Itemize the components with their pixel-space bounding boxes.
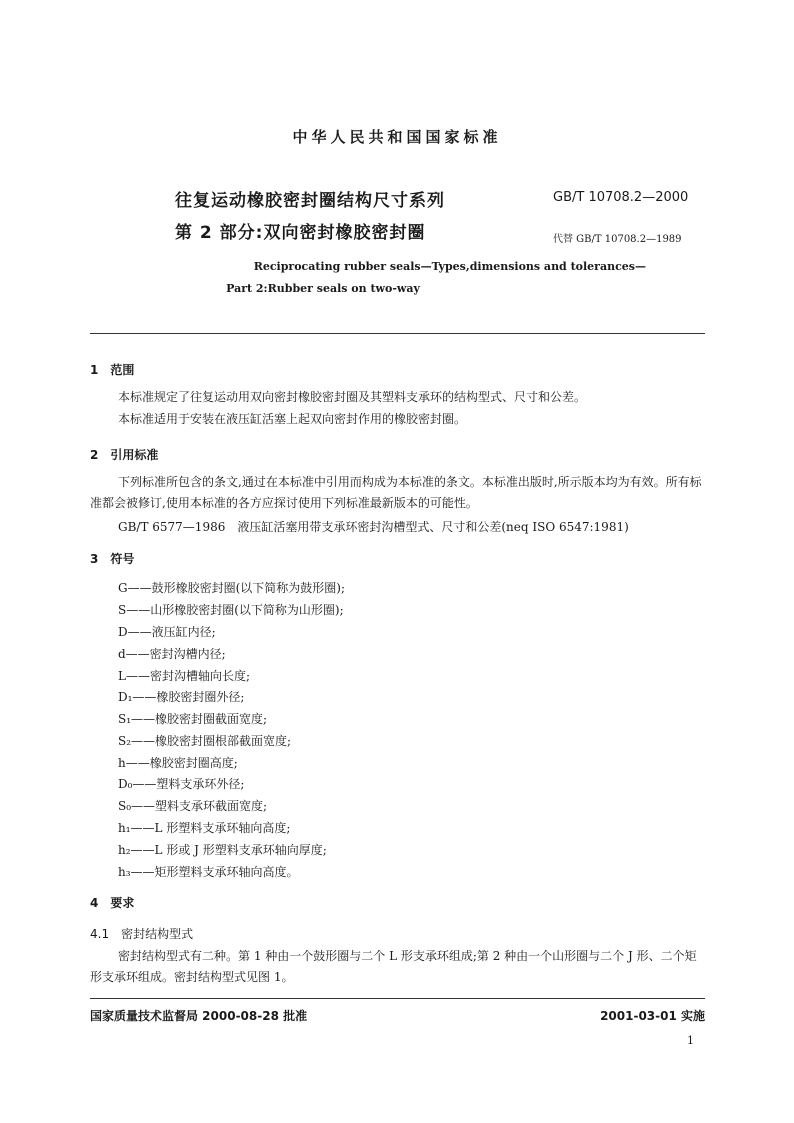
symbol-item: h₃——矩形塑料支承环轴向高度。 <box>118 865 299 879</box>
symbol-item: h₁——L 形塑料支承环轴向高度; <box>118 821 291 835</box>
section-1-heading: 1 范围 <box>90 363 135 377</box>
symbol-item: h——橡胶密封圈高度; <box>118 756 238 770</box>
section-1-paragraph-1: 本标准规定了往复运动用双向密封橡胶密封圈及其塑料支承环的结构型式、尺寸和公差。 <box>118 390 587 404</box>
section-1-paragraph-2: 本标准适用于安装在液压缸活塞上起双向密封作用的橡胶密封圈。 <box>118 412 467 426</box>
symbol-item: G——鼓形橡胶密封圈(以下简称为鼓形圈); <box>118 581 345 595</box>
symbol-item: L——密封沟槽轴向长度; <box>118 669 251 683</box>
section-3-heading: 3 符号 <box>90 552 135 566</box>
header-divider <box>90 333 705 334</box>
symbol-item: D₀——塑料支承环外径; <box>118 777 245 791</box>
document-title-line1: 往复运动橡胶密封圈结构尺寸系列 <box>175 191 445 211</box>
standard-code: GB/T 10708.2—2000 <box>553 190 689 205</box>
symbol-item: S₂——橡胶密封圈根部截面宽度; <box>118 734 292 748</box>
reference-standard: GB/T 6577—1986 液压缸活塞用带支承环密封沟槽型式、尺寸和公差(neq ISO 6547:1981) <box>118 520 629 534</box>
symbol-item: D——液压缸内径; <box>118 625 216 639</box>
footer-divider <box>90 998 705 999</box>
symbol-item: D₁——橡胶密封圈外径; <box>118 690 245 704</box>
symbol-item: S₁——橡胶密封圈截面宽度; <box>118 712 268 726</box>
section-4-1-heading: 4.1 密封结构型式 <box>90 927 194 941</box>
english-title-line2: Part 2:Rubber seals on two-way <box>226 282 420 295</box>
symbol-item: S₀——塑料支承环截面宽度; <box>118 799 268 813</box>
symbol-item: d——密封沟槽内径; <box>118 647 226 661</box>
section-2-paragraph-1: 下列标准所包含的条文,通过在本标准中引用而构成为本标准的条文。本标准出版时,所示版本均为有效。所有标准都会被修订,使用本标准的各方应探讨使用下列标准最新版本的可能性。 <box>90 475 702 510</box>
symbol-item: S——山形橡胶密封圈(以下简称为山形圈); <box>118 603 344 617</box>
approval-line: 国家质量技术监督局 2000-08-28 批准 <box>90 1009 308 1023</box>
english-title-line1: Reciprocating rubber seals—Types,dimensions and tolerances— <box>253 260 646 273</box>
replaces-standard: 代替 GB/T 10708.2—1989 <box>553 234 682 245</box>
national-standard-label: 中华人民共和国国家标准 <box>292 128 502 146</box>
implementation-date: 2001-03-01 实施 <box>600 1009 705 1023</box>
document-title-line2: 第 2 部分:双向密封橡胶密封圈 <box>175 223 426 243</box>
section-4-1-paragraph: 密封结构型式有二种。第 1 种由一个鼓形圈与二个 L 形支承环组成;第 2 种由一个山形圈与二个 J 形、二个矩形支承环组成。密封结构型式见图 1。 <box>90 949 697 984</box>
page-number: 1 <box>687 1034 694 1047</box>
symbol-item: h₂——L 形或 J 形塑料支承环轴向厚度; <box>118 843 327 857</box>
section-4-heading: 4 要求 <box>90 896 135 910</box>
section-2-heading: 2 引用标准 <box>90 448 159 462</box>
